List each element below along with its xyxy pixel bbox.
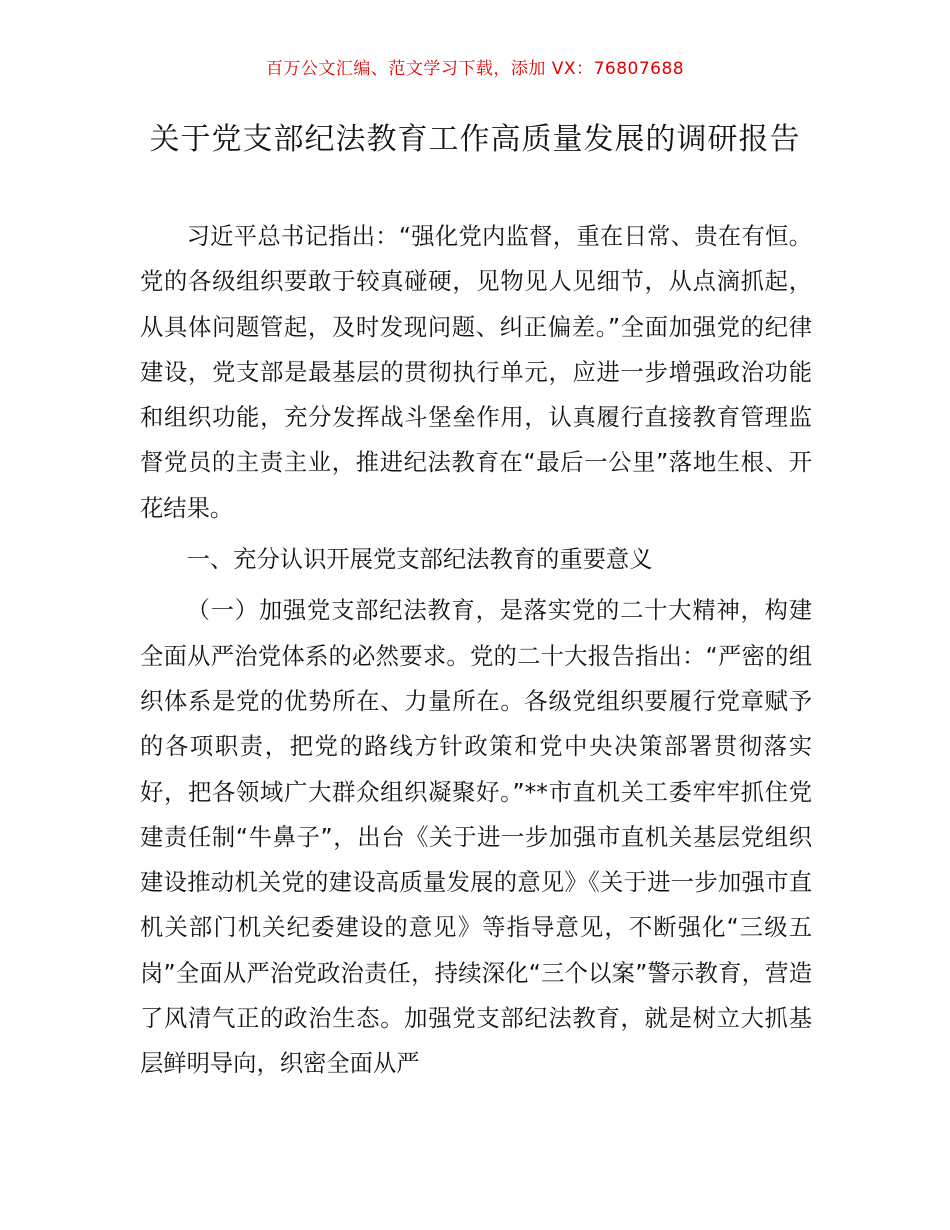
document-body — [140, 214, 812, 1087]
document-title: 关于党支部纪法教育工作高质量发展的调研报告 — [149, 122, 801, 157]
watermark-text: 百万公文汇编、范文学习下载，添加 VX：76807688 — [265, 59, 685, 79]
intro-paragraph: 习近平总书记指出：“强化党内监督，重在日常、贵在有恒。党的各级组织要敢于较真碰硬，见物见人见细节，从点滴抓起，从具体问题管起，及时发现问题、纠正偏差。”全面加强党的纪律建设，党支部是最基层的贯彻执行单元，应进一步增强政治功能和组织功能，充分发挥战斗堡垒作用，认真履行直接教育管理监督党员的主责主业，推进纪法教育在“最后一公里”落地生根、开花结果。 — [140, 223, 812, 522]
section-heading: 一、充分认识开展党支部纪法教育的重要意义 — [186, 546, 653, 574]
item-one-paragraph: （一）加强党支部纪法教育，是落实党的二十大精神，构建全面从严治党体系的必然要求。党的二十大报告指出：“严密的组织体系是党的优势所在、力量所在。各级党组织要履行党章赋予的各项职责，把党的路线方针政策和党中央决策部署贯彻落实好，把各领域广大群众组织凝聚好。”**市直机关工委牢牢抓住党建责任制“牛鼻子”，出台《关于进一步加强市直机关基层党组织建设推动机关党的建设高质量发展的意见》《关于进一步加强市直机关部门机关纪委建设的意见》等指导意见，不断强化“三级五岗”全面从严治党政治责任，持续深化“三个以案”警示教育，营造了风清气正的政治生态。加强党支部纪法教育，就是树立大抓基层鲜明导向，织密全面从严 — [140, 597, 812, 1078]
